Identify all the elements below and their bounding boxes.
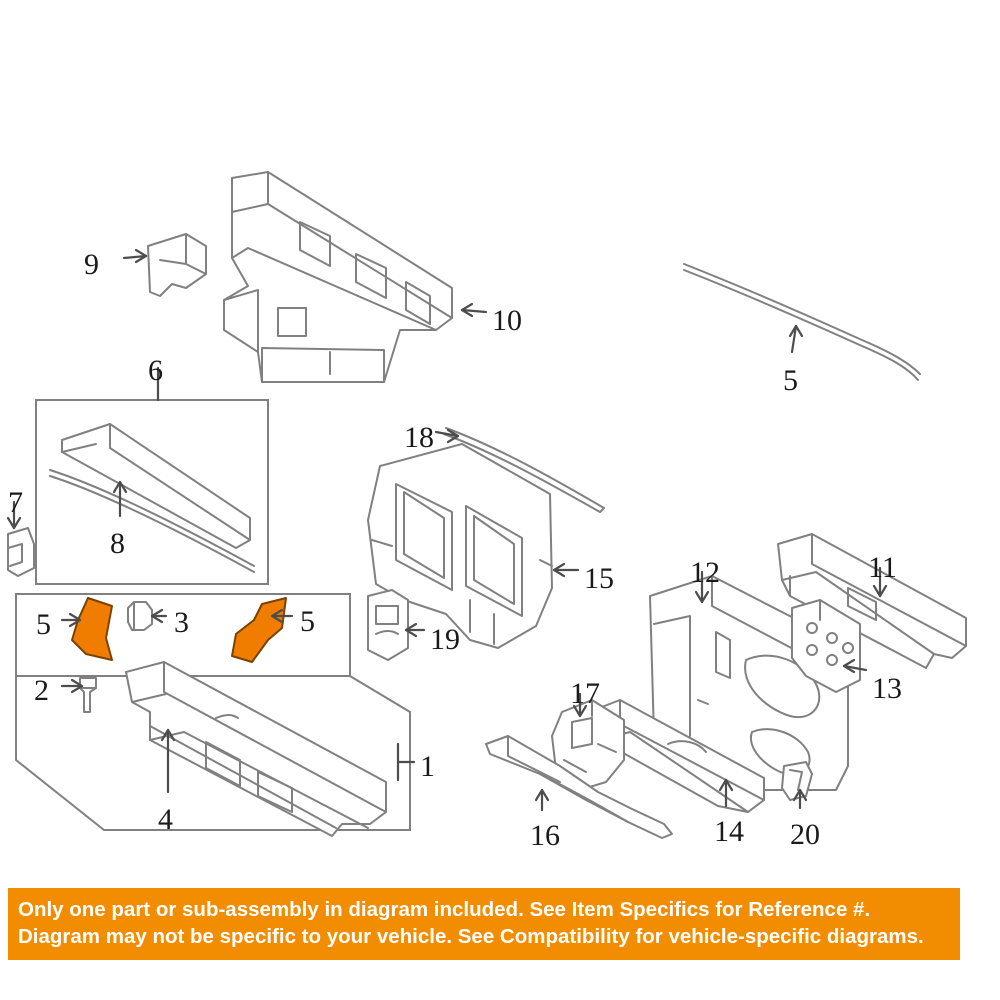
callout-6: 5 [783,364,798,397]
callout-2: 2 [34,674,49,707]
part-8-shape [8,528,34,576]
disclaimer-banner [8,888,960,960]
callout-7: 6 [148,354,163,387]
part-9-shape [50,424,254,572]
part-2-shape [80,678,96,712]
callout-15: 14 [714,815,744,848]
part-3-shape [128,602,152,630]
callout-5-right: 5 [300,605,315,638]
callout-9: 8 [110,527,125,560]
callout-5-left: 5 [36,608,51,641]
callout-20: 19 [430,623,460,656]
disclaimer-line-1: Only one part or sub-assembly in diagram included. See Item Specifics for Reference #. [18,898,871,921]
part-5-left-highlight [72,598,112,660]
callout-12: 11 [868,551,897,584]
callout-19: 18 [404,421,434,454]
callout-10: 9 [84,248,99,281]
part-10-shape [148,234,206,296]
part-6-shape [684,264,920,380]
callout-17: 16 [530,819,560,852]
part-5-right-highlight [232,598,286,662]
callout-11: 10 [492,304,522,337]
callout-8: 7 [8,486,23,519]
part-20-shape [368,590,408,660]
callout-16: 15 [584,562,614,595]
callout-14: 13 [872,672,902,705]
callout-18: 17 [570,677,600,710]
part-11-shape [224,172,452,382]
callout-13: 12 [690,556,720,589]
callout-21: 20 [790,818,820,851]
callout-1: 1 [420,750,435,783]
callout-3: 3 [174,606,189,639]
callout-4: 4 [158,803,173,836]
disclaimer-line-2: Diagram may not be specific to your vehicle. See Compatibility for vehicle-specific diagrams. [18,925,924,949]
